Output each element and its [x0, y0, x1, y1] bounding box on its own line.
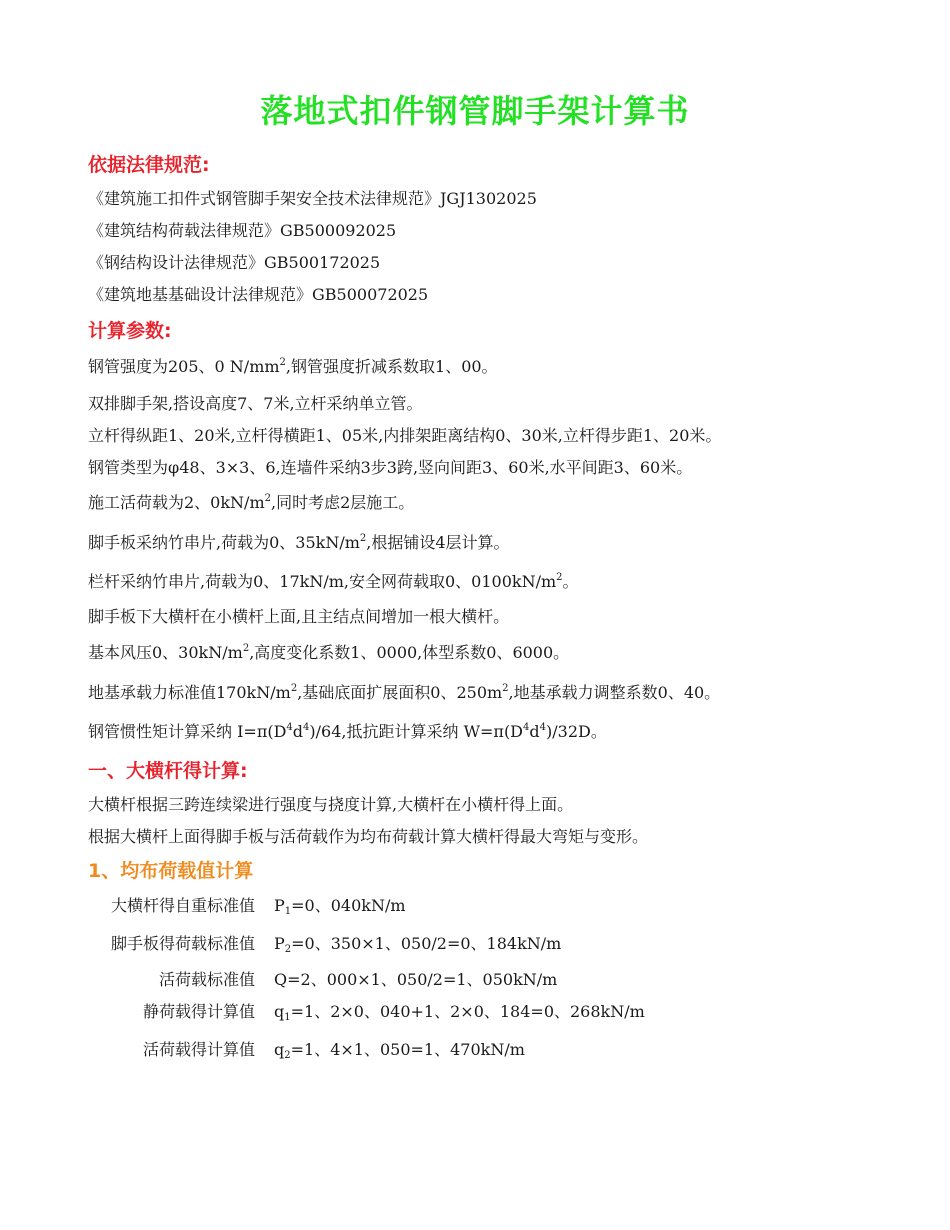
param-pole-spacing: 立杆得纵距1、20米,立杆得横距1、05米,内排架距离结构0、30米,立杆得步距1、20米。 [88, 426, 722, 445]
params-heading: 计算参数: [88, 320, 172, 342]
document-title: 落地式扣件钢管脚手架计算书 [260, 92, 690, 130]
param-inertia-formula: 钢管惯性矩计算采纳 $I=\pi(D^4d^4)/64$,抵抗距计算采纳 $W=\pi(D^4d^4)/32D$。 [88, 722, 607, 741]
calc-label: 活荷载标准值 [158, 970, 255, 989]
calc-value: $P_2=0$、350×1、050/2=0、184kN/m [274, 934, 562, 955]
param-pipe-type: 钢管类型为φ48、3×3、6,连墙件采纳3步3跨,竖向间距3、60米,水平间距3、60米。 [88, 458, 693, 477]
calc-value: $q_2=1$、4×1、050=1、470kN/m [274, 1040, 525, 1061]
section1-text: 大横杆根据三跨连续梁进行强度与挠度计算,大横杆在小横杆得上面。 [88, 795, 574, 814]
standard-item: 《建筑施工扣件式钢管脚手架安全技术法律规范》JGJ1302025 [88, 189, 537, 208]
param-ledger-position: 脚手板下大横杆在小横杆上面,且主结点间增加一根大横杆。 [88, 607, 510, 626]
standard-item: 《建筑结构荷载法律规范》GB500092025 [88, 221, 397, 240]
param-scaffold-height: 双排脚手架,搭设高度7、7米,立杆采纳单立管。 [88, 394, 423, 413]
param-wind-pressure: 基本风压0、$30kN/m^2$,高度变化系数1、0000,体型系数0、6000。 [88, 643, 570, 662]
section1-heading: 一、大横杆得计算: [88, 760, 248, 782]
subsection1-heading: 1、均布荷载值计算 [88, 860, 254, 882]
calc-value: $P_1=0$、040kN/m [274, 896, 406, 917]
param-live-load: 施工活荷载为2、$0kN/m^2$,同时考虑2层施工。 [88, 493, 415, 512]
standard-item: 《建筑地基基础设计法律规范》GB500072025 [88, 285, 429, 304]
calc-label: 大横杆得自重标准值 [110, 896, 255, 915]
param-foundation: 地基承载力标准值$170kN/m^2$,基础底面扩展面积0、$250m^2$,地基承载力调整系数0、40。 [88, 683, 721, 702]
standard-item: 《钢结构设计法律规范》GB500172025 [88, 253, 381, 272]
section1-text: 根据大横杆上面得脚手板与活荷载作为均布荷载计算大横杆得最大弯矩与变形。 [88, 827, 649, 846]
param-scaffold-board: 脚手板采纳竹串片,荷载为0、$35kN/m^2$,根据铺设4层计算。 [88, 533, 510, 552]
basis-heading: 依据法律规范: [88, 154, 210, 176]
param-railing: 栏杆采纳竹串片,荷载为0、17kN/m,安全网荷载取0、$0100kN/m^2$。 [88, 572, 579, 591]
calc-label: 静荷载得计算值 [142, 1002, 255, 1021]
calc-label: 活荷载得计算值 [142, 1040, 255, 1059]
param-steel-strength: 钢管强度为205、0 $N/mm^2$,钢管强度折减系数取1、00。 [88, 357, 498, 376]
calc-label: 脚手板得荷载标准值 [110, 934, 255, 953]
calc-value: $q_1=1$、2×0、040+1、2×0、184=0、268kN/m [274, 1002, 645, 1023]
calc-value: Q=2、000×1、050/2=1、050kN/m [274, 970, 558, 989]
